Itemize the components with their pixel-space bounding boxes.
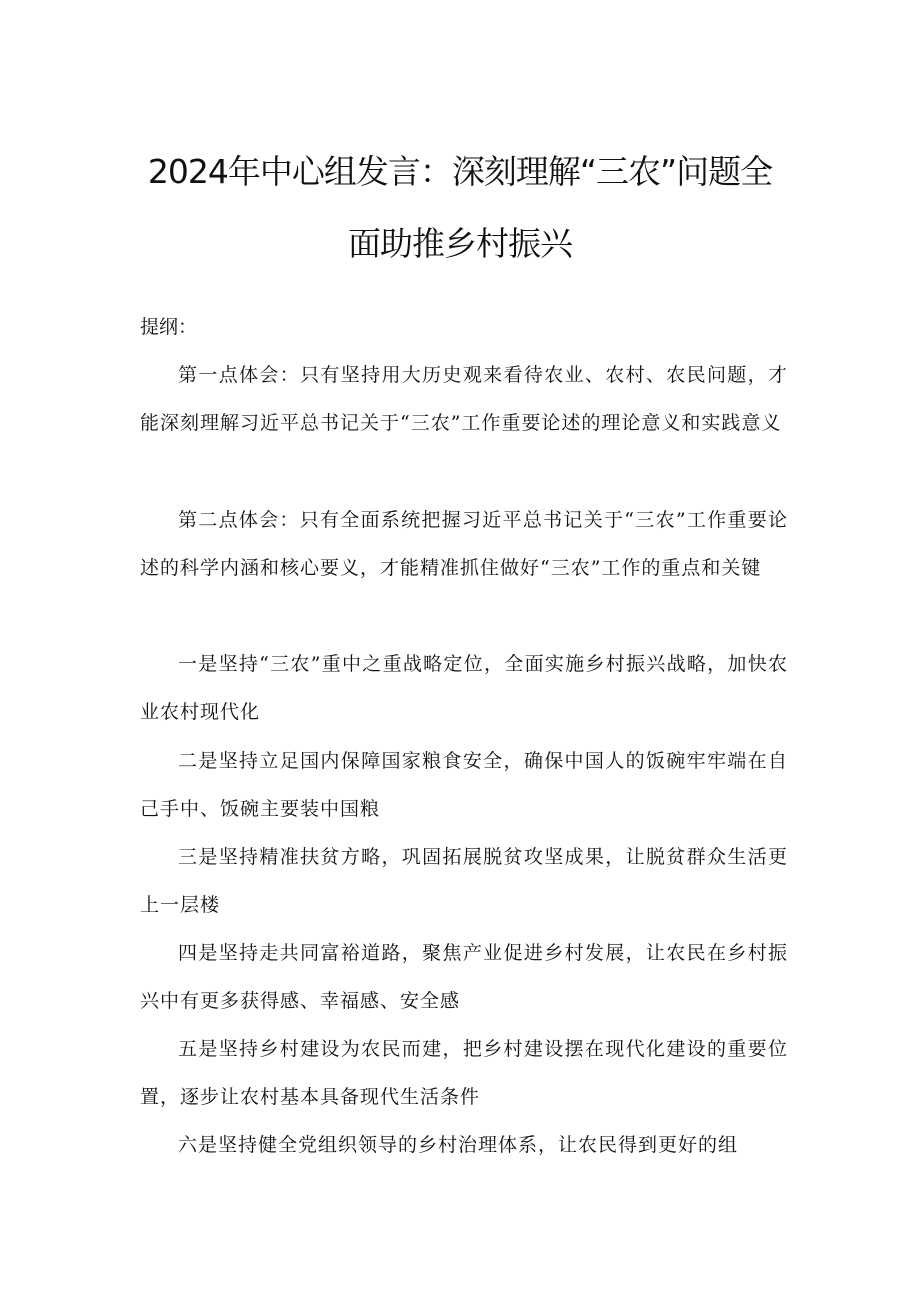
- paragraph-point-four: 四是坚持走共同富裕道路，聚焦产业促进乡村发展，让农民在乡村振兴中有更多获得感、幸福感、安全感: [140, 942, 788, 1012]
- paragraph-second-insight: 第二点体会：只有全面系统把握习近平总书记关于“三农”工作重要论述的科学内涵和核心要义，才能精准抓住做好“三农”工作的重点和关键: [140, 509, 788, 579]
- paragraph-point-one: 一是坚持“三农”重中之重战略定位，全面实施乡村振兴战略，加快农业农村现代化: [140, 653, 788, 723]
- document-title-line-1: 2024年中心组发言：深刻理解“三农”问题全: [147, 152, 773, 191]
- outline-label: 提纲：: [140, 316, 198, 338]
- document-title-line-2: 面助推乡村振兴: [348, 224, 572, 263]
- paragraph-point-five: 五是坚持乡村建设为农民而建，把乡村建设摆在现代化建设的重要位置，逐步让农村基本具备现代生活条件: [140, 1038, 788, 1108]
- paragraph-point-three: 三是坚持精准扶贫方略，巩固拓展脱贫攻坚成果，让脱贫群众生活更上一层楼: [140, 846, 788, 916]
- paragraph-first-insight: 第一点体会：只有坚持用大历史观来看待农业、农村、农民问题，才能深刻理解习近平总书记关于“三农”工作重要论述的理论意义和实践意义: [140, 364, 788, 434]
- paragraph-point-two: 二是坚持立足国内保障国家粮食安全，确保中国人的饭碗牢牢端在自己手中、饭碗主要装中国粮: [140, 750, 788, 820]
- paragraph-point-six: 六是坚持健全党组织领导的乡村治理体系，让农民得到更好的组: [178, 1134, 739, 1156]
